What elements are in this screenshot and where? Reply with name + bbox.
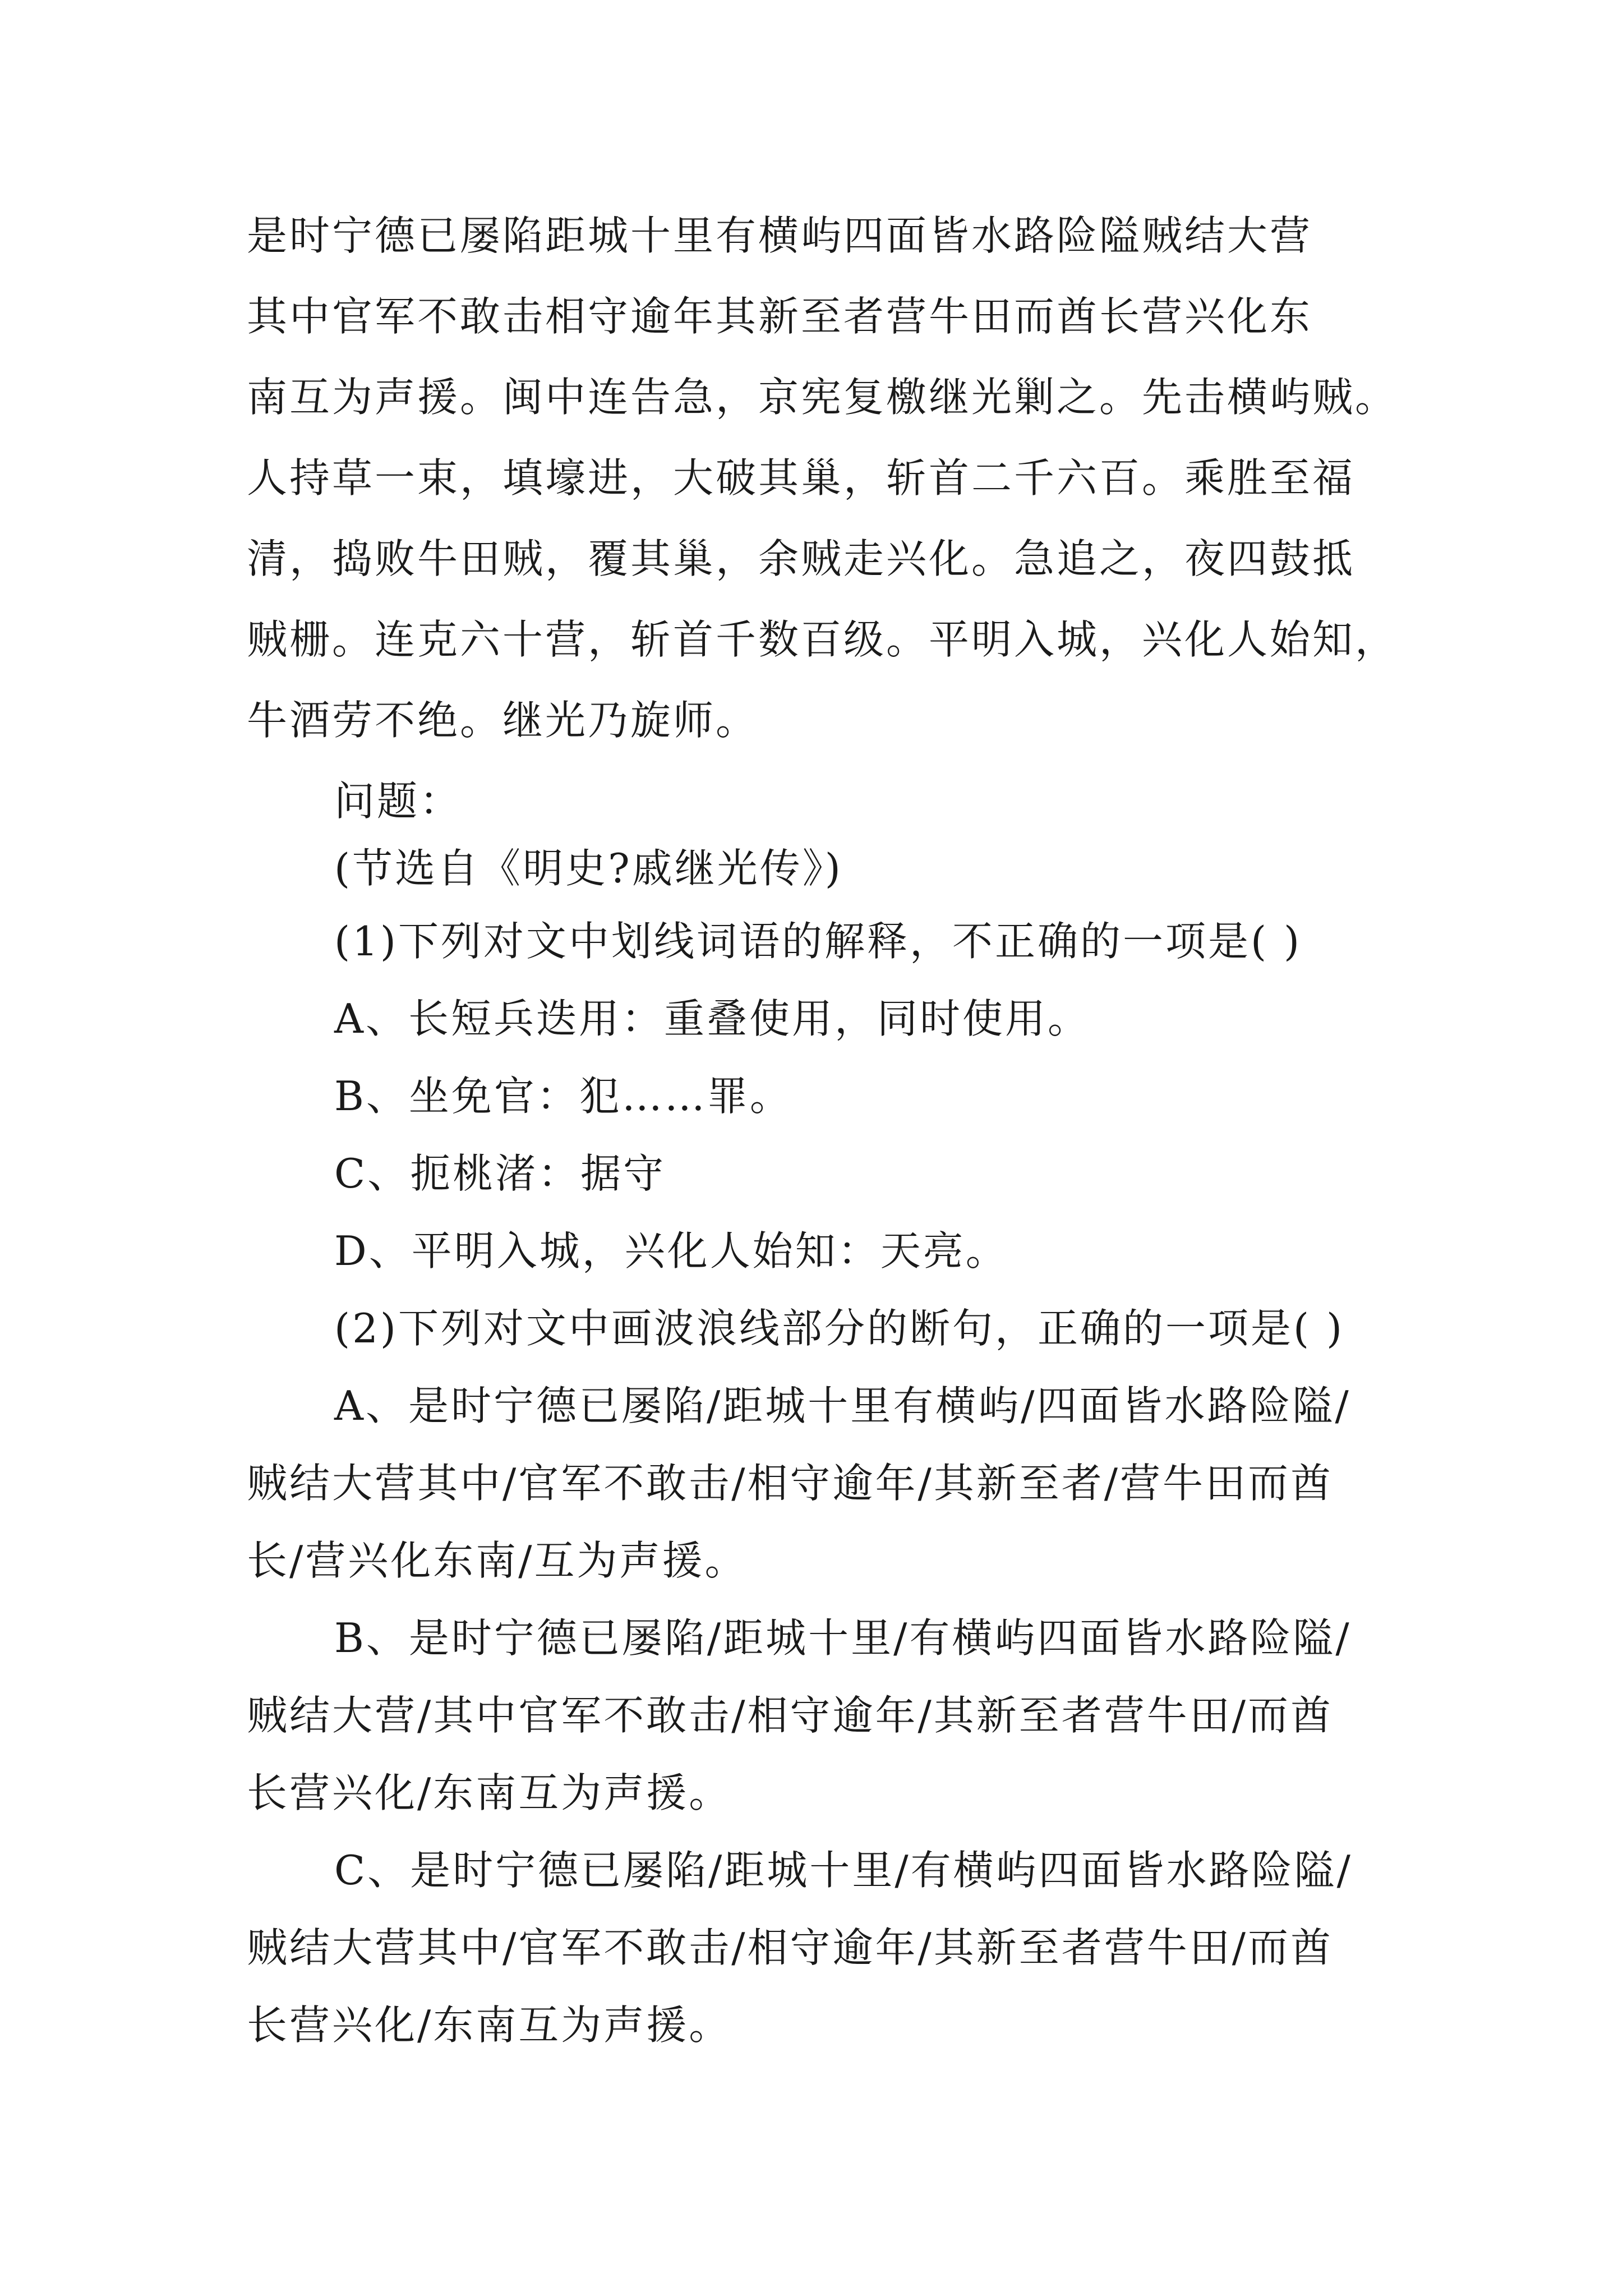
q2-stem: (2)下列对文中画波浪线部分的断句，正确的一项是( ) [334,1305,1345,1352]
q2-option-c-line-2: 贼结大营其中/官军不敢击/相守逾年/其新至者营牛田/而酋 [247,1924,1334,1971]
question-heading: 问题： [334,777,463,825]
passage-line-2: 其中官军不敢击相守逾年其新至者营牛田而酋长营兴化东 [247,293,1313,340]
passage-line-6: 贼栅。连克六十营，斩首千数百级。平明入城，兴化人始知， [247,616,1398,663]
passage-line-7: 牛酒劳不绝。继光乃旋师。 [247,697,759,744]
q1-option-d: D、平明入城，兴化人始知：天亮。 [334,1227,1008,1274]
q1-option-b: B、坐免官：犯……罪。 [334,1073,792,1120]
q1-option-a: A、长短兵迭用：重叠使用，同时使用。 [334,995,1090,1042]
source-note: (节选自《明史?戚继光传》) [334,845,843,892]
passage-line-3: 南互为声援。闽中连告急，京宪复檄继光剿之。先击横屿贼。 [247,374,1398,421]
q2-option-b-line-3: 长营兴化/东南互为声援。 [247,1769,732,1816]
q2-option-b-line-2: 贼结大营/其中官军不敢击/相守逾年/其新至者营牛田/而酋 [247,1692,1334,1739]
q2-option-c-line-1: C、是时宁德已屡陷/距城十里/有横屿四面皆水路险隘/ [334,1847,1353,1894]
q2-option-c-line-3: 长营兴化/东南互为声援。 [247,2001,732,2049]
q1-stem: (1)下列对文中划线词语的解释，不正确的一项是( ) [334,918,1302,965]
q2-option-b-line-1: B、是时宁德已屡陷/距城十里/有横屿四面皆水路险隘/ [334,1614,1352,1662]
passage-line-4: 人持草一束，填壕进，大破其巢，斩首二千六百。乘胜至福 [247,454,1355,501]
q2-option-a-line-2: 贼结大营其中/官军不敢击/相守逾年/其新至者/营牛田而酋 [247,1460,1334,1507]
passage-line-5: 清，捣败牛田贼，覆其巢，余贼走兴化。急追之，夜四鼓抵 [247,535,1355,582]
q2-option-a-line-3: 长/营兴化东南/互为声援。 [247,1537,748,1584]
passage-line-1: 是时宁德已屡陷距城十里有横屿四面皆水路险隘贼结大营 [247,212,1313,259]
q2-option-a-line-1: A、是时宁德已屡陷/距城十里有横屿/四面皆水路险隘/ [334,1382,1351,1429]
q1-option-c: C、扼桃渚：据守 [334,1150,666,1197]
